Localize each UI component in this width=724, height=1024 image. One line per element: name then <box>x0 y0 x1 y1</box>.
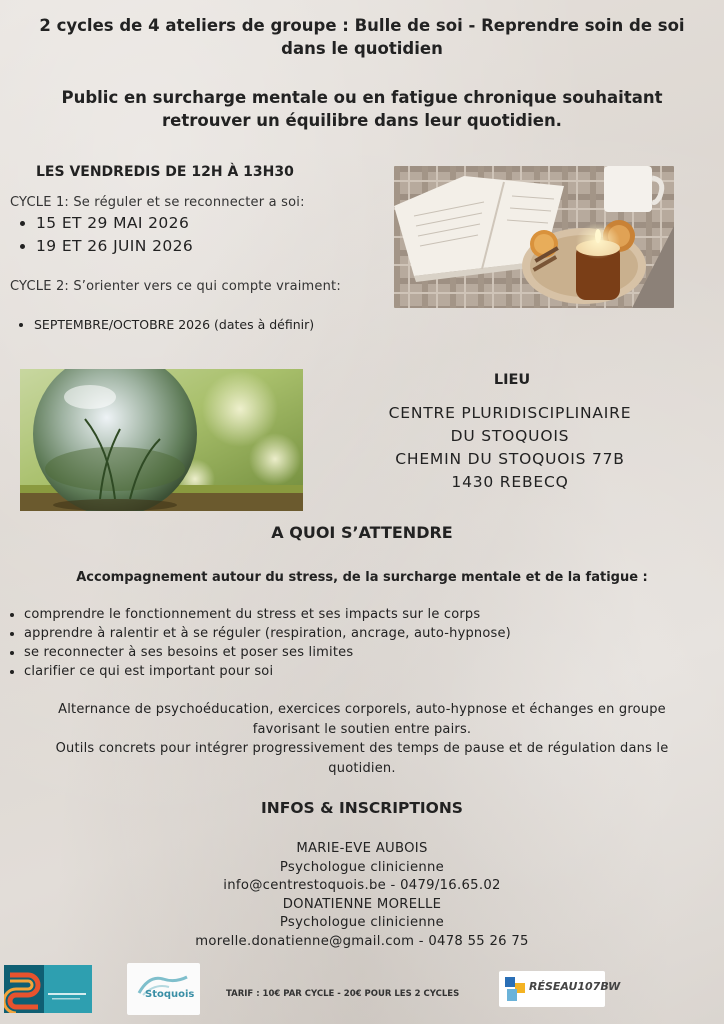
title-line-2: dans le quotidien <box>281 39 443 58</box>
person2-contact[interactable]: morelle.donatienne@gmail.com - 0478 55 26 75 <box>195 933 529 949</box>
public-line-1: Public en surcharge mentale ou en fatigue chronique souhaitant <box>61 88 663 107</box>
cycle2-label: CYCLE 2: S’orienter vers ce qui compte vraiment: <box>10 279 341 294</box>
contact-details <box>20 840 704 951</box>
book-candle-photo <box>394 166 674 308</box>
cycle1-label: CYCLE 1: Se réguler et se reconnecter a soi: <box>10 195 305 210</box>
list-item: • comprendre le fonctionnement du stress et ses impacts sur le corps <box>24 605 511 624</box>
address-line: CHEMIN DU STOQUOIS 77B <box>395 450 625 468</box>
description-line: Outils concrets pour intégrer progressivement des temps de pause et de régulation dans le <box>55 741 669 756</box>
list-item: • 19 ET 26 JUIN 2026 <box>36 235 193 258</box>
list-item: • apprendre à ralentir et à se réguler (respiration, ancrage, auto-hypnose) <box>24 624 511 643</box>
address-line: DU STOQUOIS <box>450 427 570 445</box>
stoquois-logo <box>127 963 200 1015</box>
description-line: favorisant le soutien entre pairs. <box>252 721 472 737</box>
page-title <box>20 14 704 60</box>
address-line: 1430 REBECQ <box>451 473 569 491</box>
person1-contact[interactable]: info@centrestoquois.be - 0479/16.65.02 <box>223 878 501 893</box>
description-line: quotidien. <box>328 760 396 776</box>
description-paragraph <box>6 700 718 778</box>
location-address <box>352 402 668 494</box>
person2-role: Psychologue clinicienne <box>279 915 445 930</box>
location-heading: LIEU <box>493 372 531 388</box>
cycle1-dates <box>22 212 193 258</box>
glass-sphere-photo <box>20 369 303 511</box>
list-item: • 15 ET 29 MAI 2026 <box>36 212 193 235</box>
stoquois-logo-text: Stoquois <box>145 989 195 1000</box>
cycle2-dates <box>20 316 344 333</box>
public-line-2: retrouver un équilibre dans leur quotidien. <box>162 111 562 130</box>
list-item: • se reconnecter à ses besoins et poser ses limites <box>24 643 511 662</box>
expectations-subheading: Accompagnement autour du stress, de la surcharge mentale et de la fatigue : <box>76 570 648 585</box>
reseau-logo-text: RÉSEAU107BW <box>529 980 621 993</box>
reseau-logo <box>499 971 621 1007</box>
address-line: CENTRE PLURIDISCIPLINAIRE <box>388 404 632 422</box>
target-audience <box>20 86 704 132</box>
person1-role: Psychologue clinicienne <box>279 859 445 875</box>
list-item: • SEPTEMBRE/OCTOBRE 2026 (dates à définir) <box>34 316 344 333</box>
person1-name: MARIE-EVE AUBOIS <box>296 841 428 856</box>
description-line: Alternance de psychoéducation, exercices corporels, auto-hypnose et échanges en groupe <box>58 702 666 717</box>
expectations-list <box>8 605 511 681</box>
network-logo <box>4 965 92 1013</box>
title-line-1: 2 cycles de 4 ateliers de groupe : Bulle de soi - Reprendre soin de soi <box>39 16 685 35</box>
list-item: • clarifier ce qui est important pour soi <box>24 662 511 681</box>
contact-heading: INFOS & INSCRIPTIONS <box>261 799 463 817</box>
expectations-heading: A QUOI S’ATTENDRE <box>271 523 453 542</box>
person2-name: DONATIENNE MORELLE <box>282 896 442 912</box>
schedule-days: LES VENDREDIS DE 12H À 13H30 <box>36 164 294 180</box>
price-info: TARIF : 10€ PAR CYCLE - 20€ POUR LES 2 CYCLES <box>226 989 460 999</box>
